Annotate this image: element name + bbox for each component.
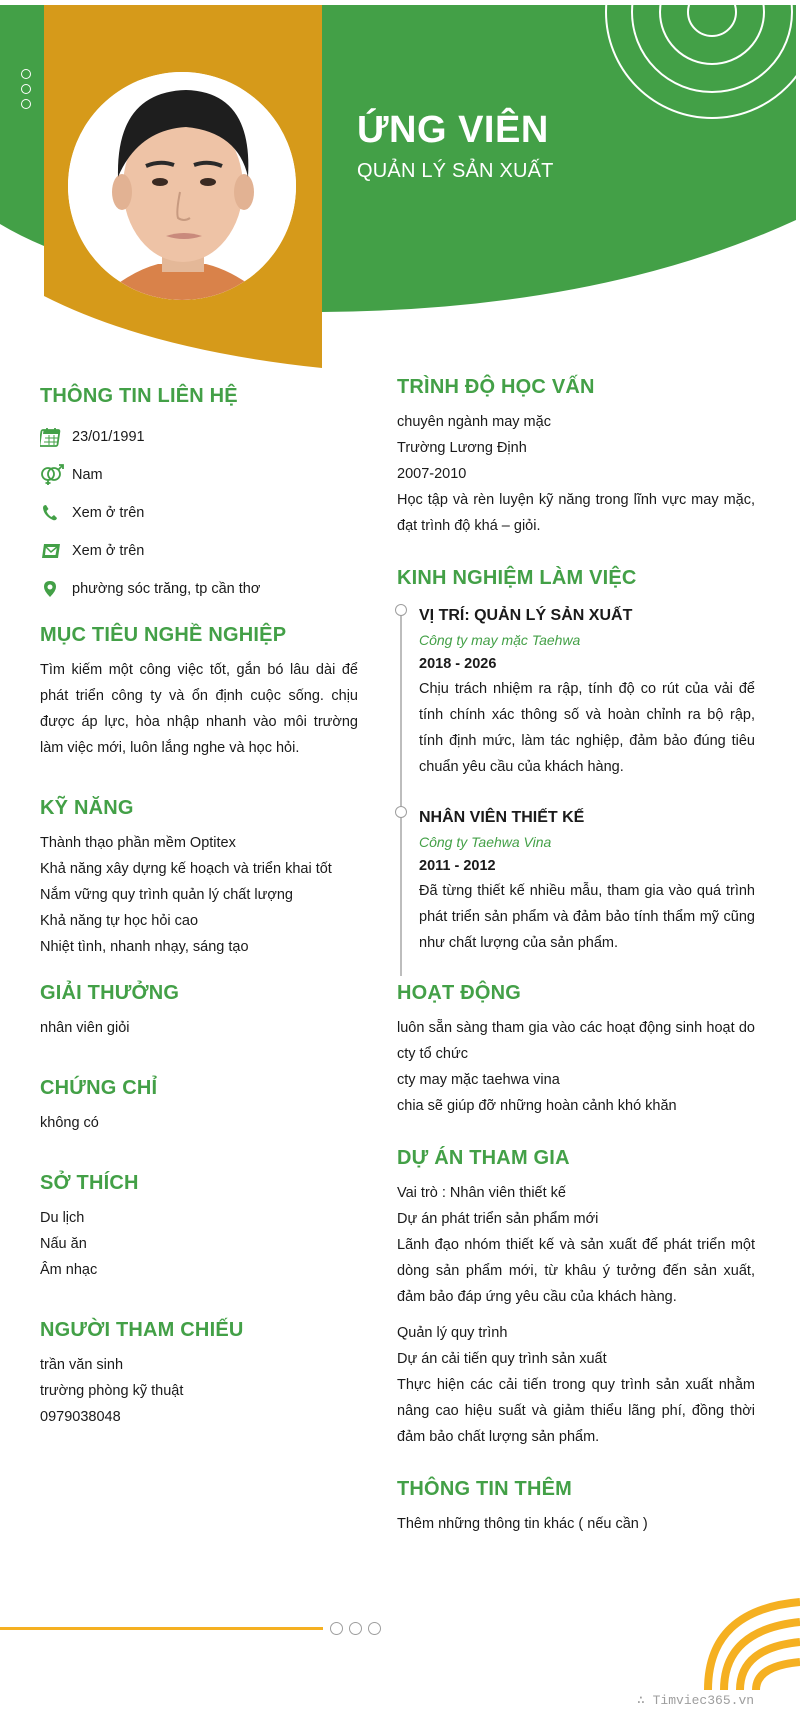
hobbies-title: SỞ THÍCH xyxy=(40,1172,139,1194)
activity-line: luôn sẵn sàng tham gia vào các hoạt động sinh hoạt do cty tổ chức xyxy=(397,1020,755,1062)
award-item: nhân viên giỏi xyxy=(40,1020,130,1036)
awards-title: GIẢI THƯỞNG xyxy=(40,982,180,1004)
project-description: Thực hiện các cải tiến trong quy trình sản xuất nhằm nâng cao hiệu suất và giảm thiểu lãng phí, đồng thời đảm bảo chất lượng sản phẩm. xyxy=(397,1377,755,1445)
timeline-marker-icon xyxy=(395,604,407,616)
hobby-item: Âm nhạc xyxy=(40,1262,98,1278)
job-company: Công ty may mặc Taehwa xyxy=(419,632,581,648)
contact-email-value[interactable]: Xem ở trên xyxy=(72,543,145,559)
job-item xyxy=(419,604,755,780)
footer-dots xyxy=(330,1622,381,1635)
activities-title: HOẠT ĐỘNG xyxy=(397,982,522,1004)
job-description: Đã từng thiết kế nhiều mẫu, tham gia vào quá trình phát triển sản phẩm và đảm bảo tính thẩm mỹ cũng như chất lượng của sản phẩm. xyxy=(419,883,755,951)
contact-title: THÔNG TIN LIÊN HỆ xyxy=(40,385,238,407)
skill-item: Nhiệt tình, nhanh nhạy, sáng tạo xyxy=(40,939,249,955)
references-title: NGƯỜI THAM CHIẾU xyxy=(40,1319,244,1341)
hobbies-section xyxy=(40,1172,358,1283)
watermark: ∴ Timviec365.vn xyxy=(637,1693,755,1708)
education-school: Trường Lương Định xyxy=(397,440,527,456)
objective-section xyxy=(40,624,358,761)
certificates-section xyxy=(40,1077,358,1136)
experience-timeline xyxy=(397,604,755,956)
contact-phone xyxy=(40,494,358,532)
job-period: 2011 - 2012 xyxy=(419,858,496,874)
hobby-item: Nấu ăn xyxy=(40,1236,87,1252)
objective-title: MỤC TIÊU NGHỀ NGHIỆP xyxy=(40,624,287,646)
activities-section xyxy=(397,982,755,1119)
reference-phone: 0979038048 xyxy=(40,1409,121,1425)
project-role: Vai trò : Nhân viên thiết kế xyxy=(397,1185,566,1201)
footer-divider xyxy=(0,1627,323,1630)
project-name: Dự án cải tiến quy trình sản xuất xyxy=(397,1351,607,1367)
contact-address xyxy=(40,570,358,608)
gender-icon xyxy=(40,464,72,486)
dot-icon xyxy=(21,69,31,79)
project-description: Lãnh đạo nhóm thiết kế và sản xuất để phát triển một dòng sản phẩm mới, từ khâu ý tưởng đến sản xuất, đảm bảo đáp ứng yêu cầu của khách hàng. xyxy=(397,1237,755,1305)
project-name: Dự án phát triển sản phẩm mới xyxy=(397,1211,599,1227)
experience-section xyxy=(397,567,755,956)
additional-title: THÔNG TIN THÊM xyxy=(397,1478,573,1500)
job-item xyxy=(419,806,755,956)
job-position: VỊ TRÍ: QUẢN LÝ SẢN XUẤT xyxy=(419,607,633,624)
job-period: 2018 - 2026 xyxy=(419,656,497,672)
project-item xyxy=(397,1320,755,1450)
reference-position: trường phòng kỹ thuật xyxy=(40,1383,184,1399)
project-role: Quản lý quy trình xyxy=(397,1325,508,1341)
timeline-marker-icon xyxy=(395,806,407,818)
education-major: chuyên ngành may mặc xyxy=(397,414,551,430)
calendar-icon xyxy=(40,427,72,447)
contact-gender-value: Nam xyxy=(72,467,103,483)
dot-icon xyxy=(330,1622,343,1635)
decorative-arcs-icon xyxy=(700,1590,800,1690)
location-pin-icon xyxy=(40,580,72,598)
education-section xyxy=(397,376,755,539)
references-section xyxy=(40,1319,358,1430)
candidate-name: ỨNG VIÊN xyxy=(357,109,549,151)
skills-section xyxy=(40,797,358,960)
title-block xyxy=(357,110,554,183)
job-description: Chịu trách nhiệm ra rập, tính độ co rút của vải để tính chính xác thông số và hoàn chỉnh ra bộ rập, tính định mức, làm tác nghiệp, đảm bảo đúng tiêu chuẩn yêu cầu của khách hàng. xyxy=(419,681,755,775)
awards-section xyxy=(40,982,358,1041)
skills-title: KỸ NĂNG xyxy=(40,797,134,819)
education-description: Học tập và rèn luyện kỹ năng trong lĩnh vực may mặc, đạt trình độ khá – giỏi. xyxy=(397,492,755,534)
job-company: Công ty Taehwa Vina xyxy=(419,834,552,850)
dot-icon xyxy=(21,99,31,109)
dot-icon xyxy=(349,1622,362,1635)
contact-birthday xyxy=(40,418,358,456)
skill-item: Khả năng tự học hỏi cao xyxy=(40,913,199,929)
additional-text: Thêm những thông tin khác ( nếu cần ) xyxy=(397,1516,648,1532)
education-title: TRÌNH ĐỘ HỌC VẤN xyxy=(397,376,595,398)
cv-header xyxy=(0,0,800,370)
certificates-title: CHỨNG CHỈ xyxy=(40,1077,158,1099)
candidate-role: QUẢN LÝ SẢN XUẤT xyxy=(357,159,554,182)
contact-phone-value[interactable]: Xem ở trên xyxy=(72,505,145,521)
dot-icon xyxy=(368,1622,381,1635)
activity-line: cty may mặc taehwa vina xyxy=(397,1072,560,1088)
reference-name: trần văn sinh xyxy=(40,1357,124,1373)
contact-email xyxy=(40,532,358,570)
skill-item: Khả năng xây dựng kế hoạch và triển khai tốt xyxy=(40,861,332,877)
experience-title: KINH NGHIỆM LÀM VIỆC xyxy=(397,567,637,589)
skill-item: Nắm vững quy trình quản lý chất lượng xyxy=(40,887,293,903)
avatar-photo xyxy=(68,72,296,300)
contact-gender xyxy=(40,456,358,494)
avatar xyxy=(68,72,296,300)
certificate-item: không có xyxy=(40,1115,99,1131)
objective-text: Tìm kiếm một công việc tốt, gắn bó lâu dài để phát triển công ty và ổn định cuộc sống. chịu được áp lực, hòa nhập nhanh vào môi trường làm việc mới, luôn lắng nghe và học hỏi. xyxy=(40,662,358,756)
skill-item: Thành thạo phần mềm Optitex xyxy=(40,835,236,851)
projects-section xyxy=(397,1147,755,1450)
contact-section xyxy=(40,385,358,608)
right-column xyxy=(397,376,755,1565)
projects-title: DỰ ÁN THAM GIA xyxy=(397,1147,570,1169)
additional-section xyxy=(397,1478,755,1537)
project-item xyxy=(397,1180,755,1310)
decorative-dots xyxy=(21,69,31,109)
email-icon xyxy=(40,542,72,560)
dot-icon xyxy=(21,84,31,94)
activity-line: chia sẽ giúp đỡ những hoàn cảnh khó khăn xyxy=(397,1098,677,1114)
contact-address-value: phường sóc trăng, tp cần thơ xyxy=(72,581,261,597)
education-period: 2007-2010 xyxy=(397,466,467,482)
hobby-item: Du lịch xyxy=(40,1210,85,1226)
timeline-line xyxy=(400,614,402,976)
left-column xyxy=(40,385,358,1458)
contact-birthday-value: 23/01/1991 xyxy=(72,429,145,445)
job-position: NHÂN VIÊN THIẾT KẾ xyxy=(419,809,585,826)
phone-icon xyxy=(40,504,72,522)
